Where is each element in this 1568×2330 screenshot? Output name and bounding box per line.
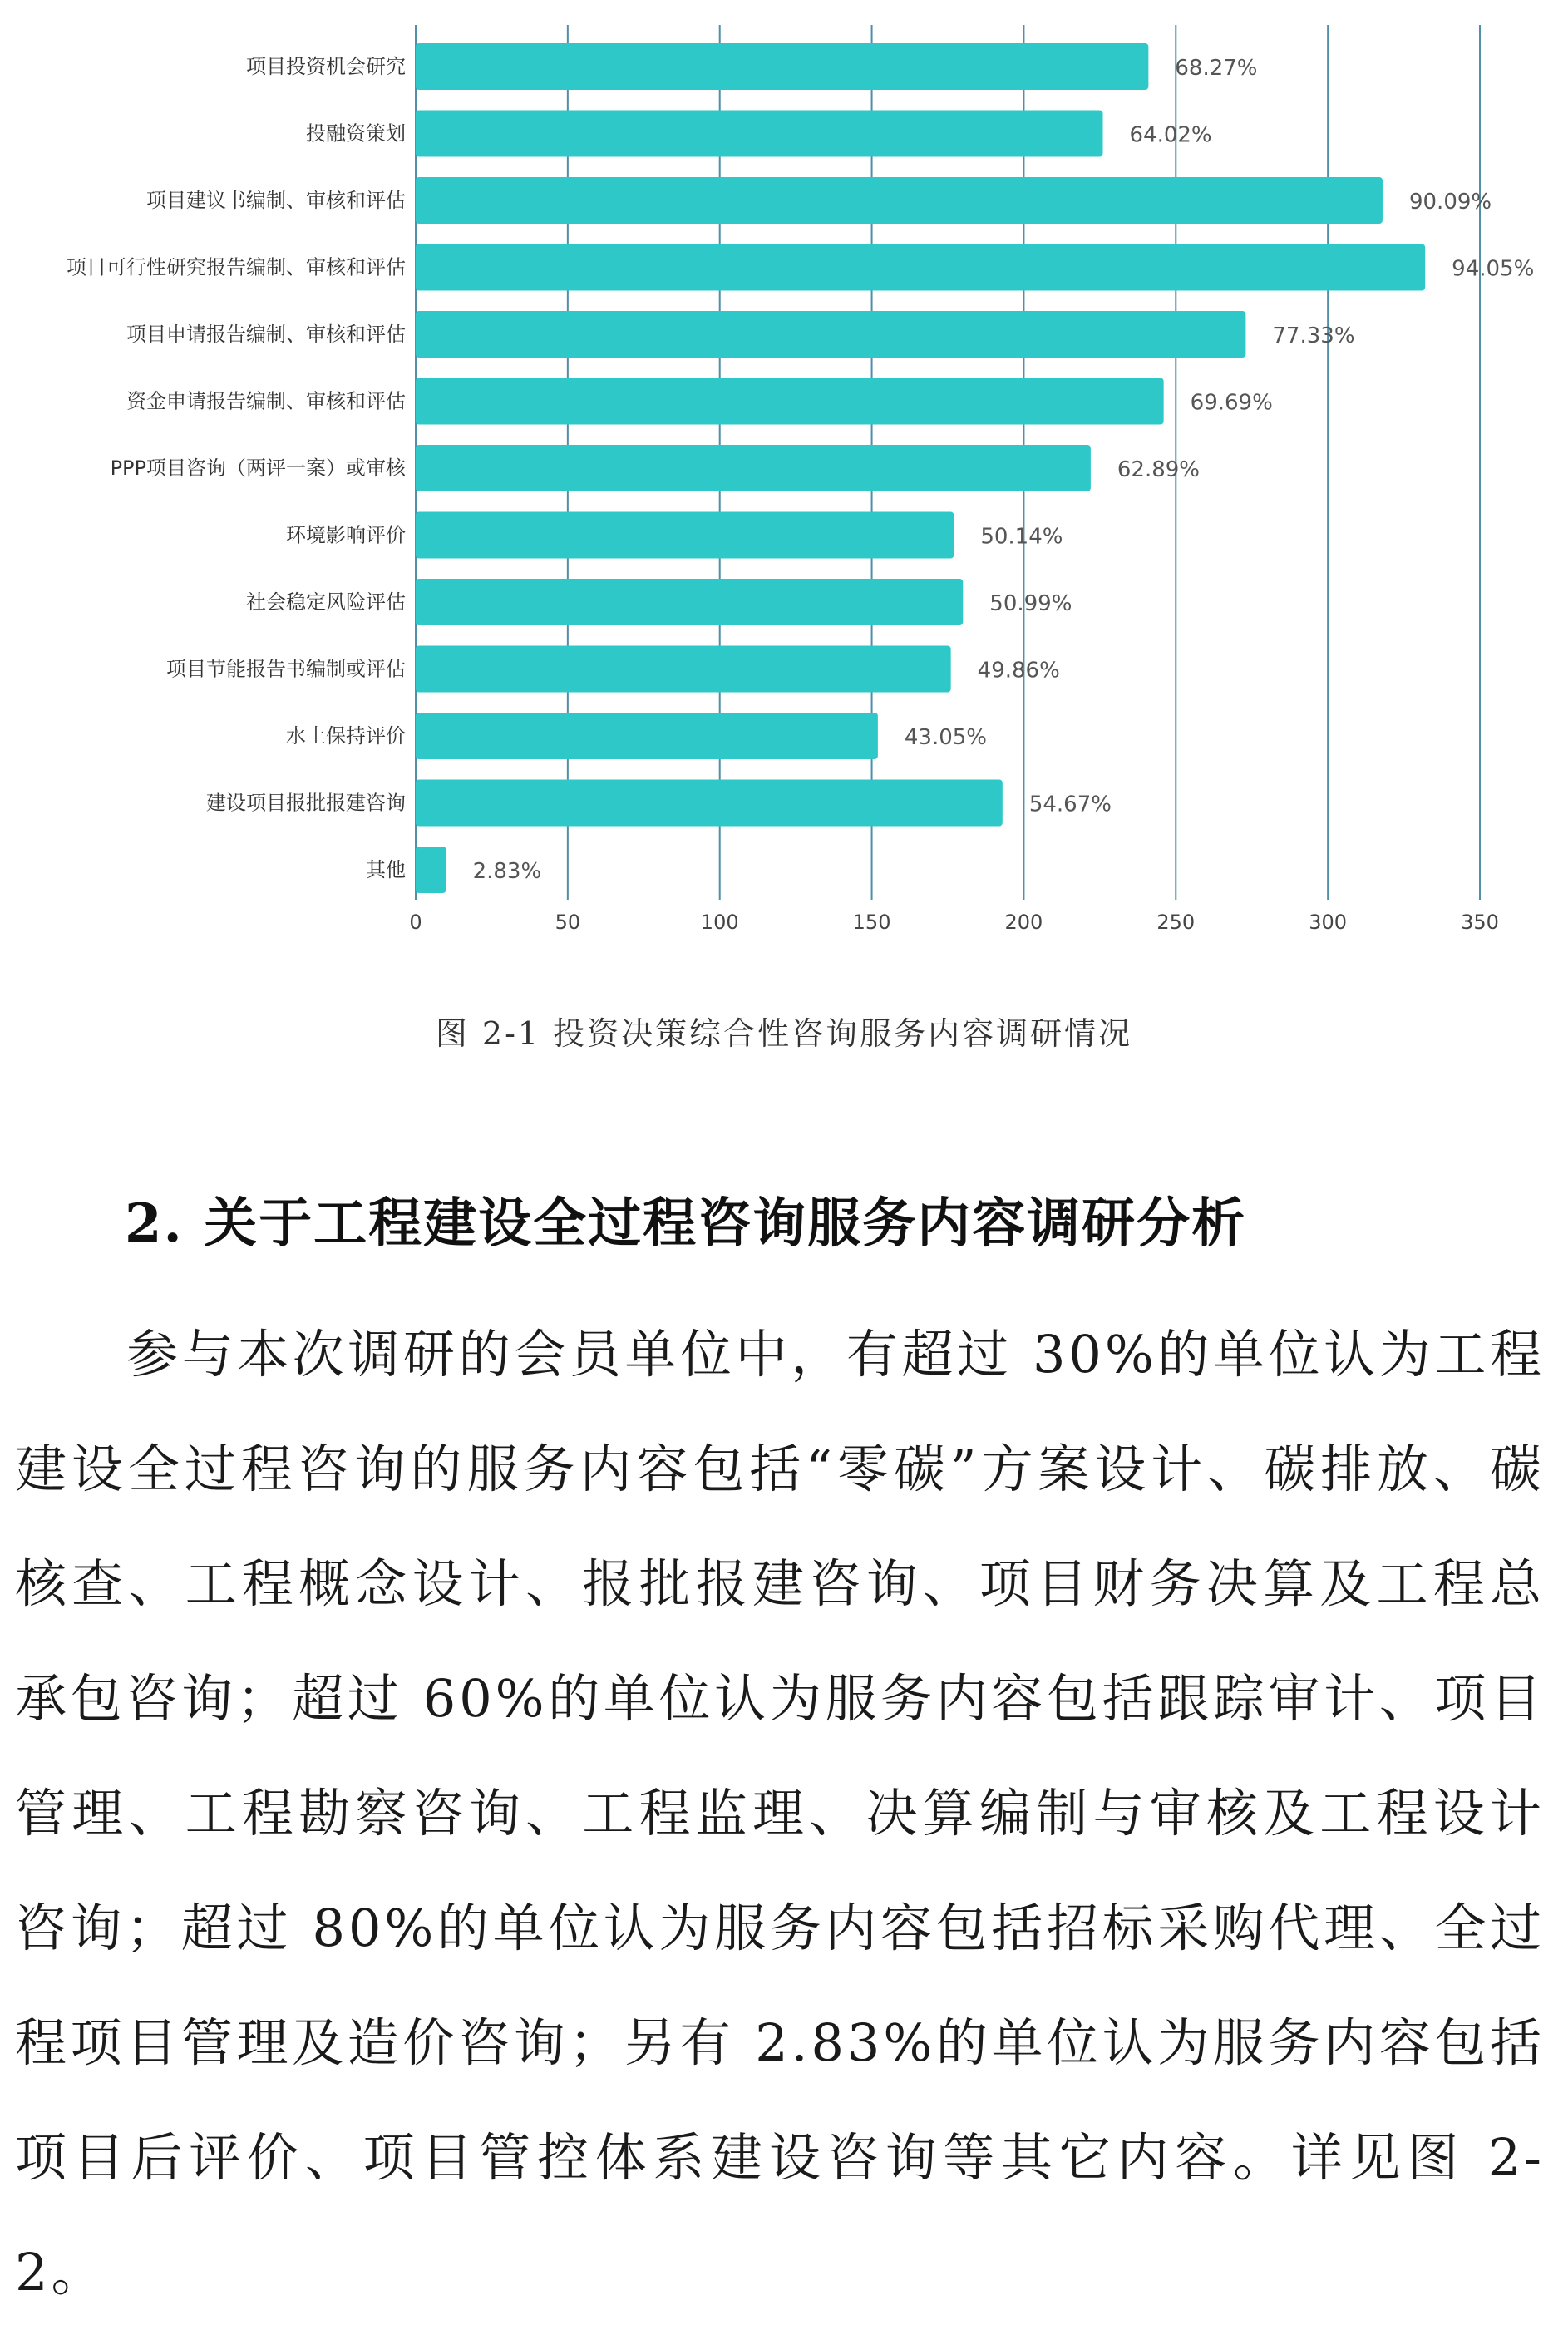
value-label-7: 50.14%: [980, 524, 1063, 550]
bar-12: [416, 847, 446, 893]
bar-7: [416, 512, 954, 559]
chart-svg: [0, 0, 1568, 956]
category-label-11: 建设项目报批报建咨询: [206, 791, 406, 815]
value-label-5: 69.69%: [1190, 390, 1273, 416]
x-tick-label-1: 50: [555, 911, 581, 934]
bar-3: [416, 244, 1425, 291]
bar-8: [416, 579, 963, 625]
x-tick-label-7: 350: [1461, 911, 1499, 934]
category-label-0: 项目投资机会研究: [246, 55, 406, 78]
bar-chart: [0, 0, 1568, 956]
value-label-1: 64.02%: [1129, 122, 1212, 148]
value-label-6: 62.89%: [1117, 457, 1201, 482]
value-label-8: 50.99%: [989, 591, 1072, 616]
value-label-3: 94.05%: [1452, 256, 1535, 282]
value-label-12: 2.83%: [472, 859, 542, 884]
category-label-12: 其他: [366, 858, 406, 881]
bar-9: [416, 646, 951, 693]
x-tick-label-5: 250: [1156, 911, 1196, 934]
section-heading: 2. 关于工程建设全过程咨询服务内容调研分析: [125, 1192, 1247, 1255]
value-label-11: 54.67%: [1028, 792, 1112, 817]
x-tick-label-0: 0: [409, 911, 422, 934]
body-paragraph: 参与本次调研的会员单位中，有超过 30%的单位认为工程建设全过程咨询的服务内容包括“零碳”方案设计、碳排放、碳核查、工程概念设计、报批报建咨询、项目财务决算及工程总承包咨询；超过 60%的单位认为服务内容包括跟踪审计、项目管理、工程勘察咨询、工程监理、决算编制与审核及工程设计咨询；超过 80%的单位认为服务内容包括招标采购代理、全过程项目管理及造价咨询；另有 2.83%的单位认为服务内容包括项目后评价、项目管控体系建设咨询等其它内容。详见图 2-2。: [15, 1324, 1545, 2303]
category-label-1: 投融资策划: [306, 121, 406, 146]
value-label-10: 43.05%: [904, 725, 988, 750]
category-label-4: 项目申请报告编制、审核和评估: [126, 323, 406, 346]
category-label-5: 资金申请报告编制、审核和评估: [126, 389, 406, 413]
figure-caption: 图 2-1 投资决策综合性咨询服务内容调研情况: [435, 1015, 1133, 1052]
value-label-9: 49.86%: [977, 658, 1060, 684]
bar-5: [416, 378, 1164, 425]
x-tick-label-2: 100: [700, 911, 739, 934]
category-label-7: 环境影响评价: [286, 523, 406, 547]
value-label-2: 90.09%: [1408, 190, 1492, 215]
value-label-0: 68.27%: [1175, 56, 1258, 81]
bar-11: [416, 780, 1003, 827]
category-label-10: 水土保持评价: [286, 724, 406, 748]
category-label-6: PPP项目咨询（两评一案）或审核: [110, 457, 406, 480]
x-tick-label-3: 150: [852, 911, 891, 934]
value-label-4: 77.33%: [1272, 323, 1355, 348]
bar-6: [416, 445, 1091, 491]
category-label-2: 项目建议书编制、审核和评估: [146, 189, 406, 212]
bar-10: [416, 713, 878, 759]
bar-4: [416, 311, 1245, 358]
category-label-3: 项目可行性研究报告编制、审核和评估: [67, 255, 406, 279]
bar-0: [416, 43, 1148, 90]
category-label-9: 项目节能报告书编制或评估: [166, 657, 406, 681]
category-label-8: 社会稳定风险评估: [246, 590, 406, 614]
bar-1: [416, 111, 1103, 157]
x-tick-label-4: 200: [1004, 911, 1043, 934]
x-tick-label-6: 300: [1309, 911, 1348, 934]
bar-2: [416, 177, 1383, 224]
